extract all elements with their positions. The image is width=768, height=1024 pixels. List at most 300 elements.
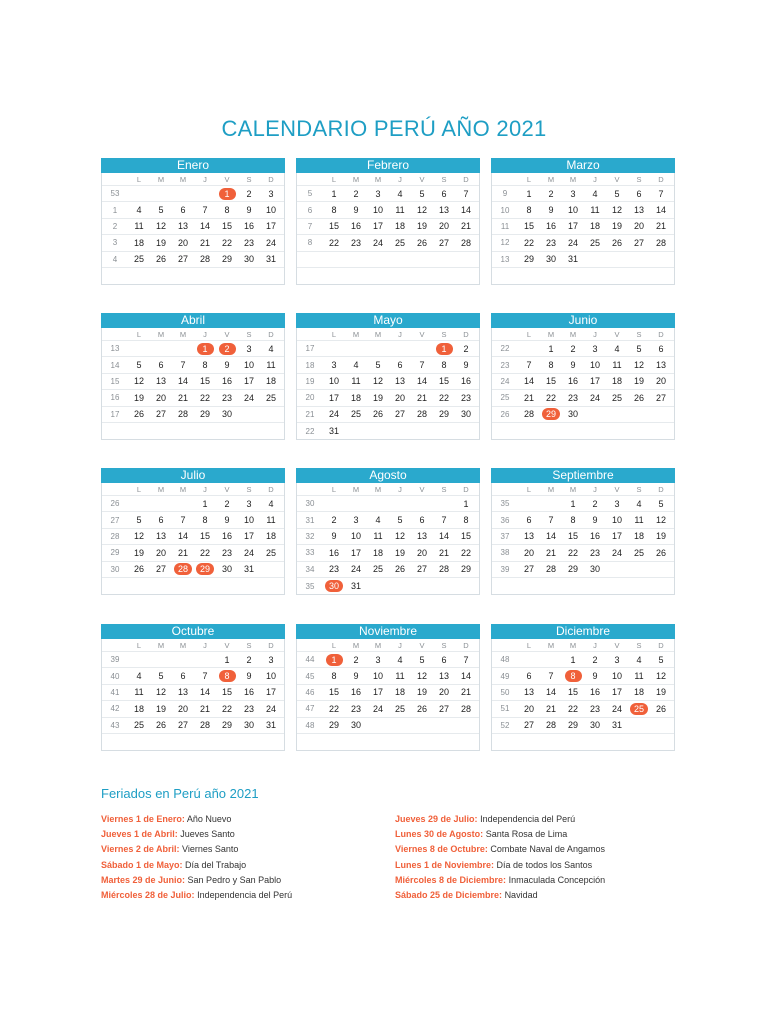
weekday-header: J <box>398 329 402 339</box>
day-cell: 25 <box>394 703 405 714</box>
day-cell: 26 <box>133 409 144 420</box>
holiday-item <box>101 827 292 842</box>
weekday-header: S <box>636 329 642 339</box>
weekday-header: D <box>268 484 274 494</box>
week-number: 11 <box>500 221 510 231</box>
weekday-header: M <box>547 329 555 339</box>
day-cell: 6 <box>180 205 186 216</box>
week-number: 48 <box>500 655 510 665</box>
month-marzo <box>491 158 675 285</box>
holiday-day-number: 1 <box>436 343 453 355</box>
holidays-list-left <box>101 812 292 903</box>
day-cell: 12 <box>155 221 166 232</box>
day-cell: 3 <box>353 515 359 526</box>
day-cell: 6 <box>658 343 664 354</box>
holiday-item <box>395 827 605 842</box>
day-cell: 20 <box>523 547 534 558</box>
day-cell: 17 <box>589 376 600 387</box>
weekday-header: J <box>398 174 402 184</box>
day-cell: 29 <box>438 409 449 420</box>
week-row <box>492 341 674 357</box>
week-row <box>297 529 479 545</box>
holiday-name: Independencia del Perú <box>480 814 576 824</box>
day-cell: 20 <box>655 376 666 387</box>
week-row <box>297 512 479 528</box>
holiday-date: Sábado 1 de Mayo: <box>101 859 183 870</box>
weekday-header: V <box>614 484 620 494</box>
day-cell: 19 <box>611 221 622 232</box>
day-cell: 26 <box>416 237 427 248</box>
week-number: 24 <box>500 376 510 386</box>
day-cell: 15 <box>328 221 339 232</box>
day-cell: 11 <box>634 515 644 526</box>
holiday-day <box>562 670 584 682</box>
day-cell: 30 <box>589 720 600 731</box>
day-cell: 13 <box>438 671 449 682</box>
day-cell: 31 <box>243 564 254 575</box>
week-row <box>492 562 674 578</box>
weekday-header: M <box>352 640 360 650</box>
day-cell: 24 <box>589 392 600 403</box>
day-cell: 9 <box>463 360 469 371</box>
day-cell: 2 <box>246 188 252 199</box>
holiday-name: Combate Naval de Angamos <box>490 844 605 855</box>
day-cell: 23 <box>545 237 556 248</box>
week-number: 38 <box>500 548 510 558</box>
day-cell: 1 <box>526 188 532 199</box>
week-number: 48 <box>305 720 315 730</box>
day-cell: 5 <box>158 671 164 682</box>
day-cell: 8 <box>526 205 532 216</box>
day-cell: 26 <box>133 564 144 575</box>
month-name: Noviembre <box>296 624 480 639</box>
week-row <box>102 407 284 423</box>
week-row <box>297 545 479 561</box>
day-cell: 14 <box>545 531 556 542</box>
month-name: Diciembre <box>491 624 675 639</box>
day-cell: 7 <box>419 360 425 371</box>
holiday-day <box>216 343 238 355</box>
day-cell: 2 <box>353 654 359 665</box>
day-cell: 19 <box>416 221 427 232</box>
weekday-header-row <box>297 639 479 652</box>
day-cell: 23 <box>243 237 254 248</box>
day-cell: 18 <box>350 392 361 403</box>
day-cell: 17 <box>372 221 383 232</box>
day-cell: 3 <box>375 654 381 665</box>
day-cell: 11 <box>395 671 405 682</box>
day-cell: 2 <box>570 343 576 354</box>
day-cell: 19 <box>372 392 383 403</box>
weekday-header: M <box>352 329 360 339</box>
holiday-day-number: 28 <box>174 563 192 575</box>
day-cell: 24 <box>265 237 276 248</box>
month-junio <box>491 313 675 440</box>
day-cell: 4 <box>268 343 274 354</box>
day-cell: 22 <box>460 547 471 558</box>
day-cell: 13 <box>177 687 188 698</box>
day-cell: 2 <box>592 654 598 665</box>
day-cell: 20 <box>438 221 449 232</box>
weekday-header: S <box>246 174 252 184</box>
weekday-header: L <box>136 640 142 650</box>
weekday-header: M <box>157 484 165 494</box>
week-row <box>102 496 284 512</box>
weekday-header: M <box>374 484 382 494</box>
week-number: 45 <box>305 671 315 681</box>
week-row <box>102 685 284 701</box>
day-cell: 4 <box>636 498 642 509</box>
day-cell: 9 <box>548 205 554 216</box>
holiday-name: Viernes Santo <box>182 844 239 855</box>
day-cell: 1 <box>570 498 576 509</box>
holiday-day <box>323 580 345 592</box>
week-number: 5 <box>307 189 313 199</box>
holiday-name: Día de todos los Santos <box>496 859 593 870</box>
day-cell: 13 <box>416 531 427 542</box>
holiday-name: Navidad <box>504 890 538 901</box>
week-row <box>492 252 674 268</box>
holiday-date: Jueves 1 de Abril: <box>101 829 178 840</box>
day-cell: 5 <box>419 654 425 665</box>
day-cell: 27 <box>177 254 188 265</box>
month-enero <box>101 158 285 285</box>
day-cell: 17 <box>611 687 622 698</box>
weekday-header: M <box>547 484 555 494</box>
day-cell: 4 <box>614 343 620 354</box>
day-cell: 10 <box>589 360 600 371</box>
week-row <box>102 545 284 561</box>
day-cell: 16 <box>589 687 600 698</box>
day-cell: 16 <box>221 531 232 542</box>
day-cell: 18 <box>133 703 144 714</box>
day-cell: 7 <box>463 654 469 665</box>
week-number: 15 <box>110 376 120 386</box>
day-cell: 22 <box>523 237 534 248</box>
week-row <box>492 202 674 218</box>
week-number: 20 <box>305 393 315 403</box>
day-cell: 15 <box>199 531 210 542</box>
weekday-header: M <box>547 640 555 650</box>
day-cell: 8 <box>441 360 447 371</box>
week-number: 8 <box>307 238 313 248</box>
week-row <box>492 668 674 684</box>
week-row <box>102 202 284 218</box>
day-cell: 9 <box>246 671 252 682</box>
day-cell: 14 <box>199 687 210 698</box>
week-row <box>297 652 479 668</box>
day-cell: 21 <box>655 221 666 232</box>
day-cell: 10 <box>611 671 622 682</box>
weekday-header: V <box>419 174 425 184</box>
holiday-day <box>216 188 238 200</box>
week-row <box>297 718 479 734</box>
day-cell: 30 <box>567 409 578 420</box>
week-row <box>102 668 284 684</box>
day-cell: 17 <box>611 531 622 542</box>
week-row <box>297 252 479 268</box>
month-name: Enero <box>101 158 285 173</box>
day-cell: 12 <box>633 360 644 371</box>
day-cell: 14 <box>460 671 471 682</box>
day-cell: 25 <box>133 720 144 731</box>
day-cell: 16 <box>545 221 556 232</box>
day-cell: 18 <box>372 547 383 558</box>
day-cell: 28 <box>545 720 556 731</box>
weekday-header: S <box>441 484 447 494</box>
week-row <box>102 701 284 717</box>
day-cell: 4 <box>592 188 598 199</box>
week-number: 52 <box>500 720 510 730</box>
day-cell: 15 <box>328 687 339 698</box>
day-cell: 21 <box>199 703 210 714</box>
weekday-header: M <box>374 329 382 339</box>
day-cell: 10 <box>350 531 361 542</box>
month-name: Mayo <box>296 313 480 328</box>
holiday-day-number: 25 <box>630 703 648 715</box>
day-cell: 12 <box>372 376 383 387</box>
week-number: 40 <box>110 671 120 681</box>
day-cell: 12 <box>655 515 666 526</box>
day-cell: 15 <box>438 376 449 387</box>
day-cell: 6 <box>158 515 164 526</box>
holiday-item <box>395 858 605 873</box>
holiday-day-number: 1 <box>197 343 214 355</box>
day-cell: 26 <box>633 392 644 403</box>
page-title: CALENDARIO PERÚ AÑO 2021 <box>221 116 547 141</box>
week-row <box>102 341 284 357</box>
day-cell: 10 <box>243 360 254 371</box>
weekday-header: V <box>224 640 230 650</box>
month-septiembre <box>491 468 675 595</box>
day-cell: 11 <box>590 205 600 216</box>
weekday-header: M <box>179 640 187 650</box>
weekday-header: J <box>593 329 597 339</box>
holiday-date: Jueves 29 de Julio: <box>395 814 478 824</box>
day-cell: 28 <box>460 703 471 714</box>
day-cell: 23 <box>567 392 578 403</box>
week-row <box>102 734 284 750</box>
day-cell: 19 <box>133 547 144 558</box>
week-row <box>102 529 284 545</box>
weekday-header-row <box>297 173 479 186</box>
day-cell: 18 <box>133 237 144 248</box>
day-cell: 30 <box>221 564 232 575</box>
holiday-day <box>194 563 216 575</box>
week-row <box>297 186 479 202</box>
day-cell: 7 <box>658 188 664 199</box>
day-cell: 9 <box>224 515 230 526</box>
day-cell: 1 <box>224 654 230 665</box>
weekday-header: J <box>593 640 597 650</box>
month-name: Septiembre <box>491 468 675 483</box>
day-cell: 30 <box>545 254 556 265</box>
day-cell: 27 <box>155 564 166 575</box>
day-cell: 8 <box>202 515 208 526</box>
day-cell: 18 <box>265 531 276 542</box>
day-cell: 7 <box>180 515 186 526</box>
week-row <box>297 496 479 512</box>
day-cell: 9 <box>592 671 598 682</box>
day-cell: 16 <box>328 547 339 558</box>
day-cell: 15 <box>221 221 232 232</box>
week-row <box>297 562 479 578</box>
day-cell: 30 <box>243 254 254 265</box>
weekday-header-row <box>102 639 284 652</box>
day-cell: 24 <box>611 703 622 714</box>
week-number: 3 <box>112 238 118 248</box>
day-cell: 28 <box>199 254 210 265</box>
day-cell: 23 <box>350 703 361 714</box>
day-cell: 1 <box>463 498 469 509</box>
weekday-header: D <box>658 329 664 339</box>
day-cell: 6 <box>397 360 403 371</box>
day-cell: 15 <box>567 531 578 542</box>
day-cell: 17 <box>350 547 361 558</box>
week-number: 16 <box>110 393 120 403</box>
day-cell: 7 <box>180 360 186 371</box>
weekday-header: L <box>331 484 337 494</box>
week-number: 30 <box>110 564 120 574</box>
day-cell: 6 <box>441 654 447 665</box>
day-cell: 4 <box>136 205 142 216</box>
week-row <box>297 357 479 373</box>
day-cell: 29 <box>328 720 339 731</box>
day-cell: 28 <box>460 237 471 248</box>
weekday-header: V <box>614 640 620 650</box>
day-cell: 13 <box>177 221 188 232</box>
week-number: 13 <box>500 254 510 264</box>
holiday-item <box>101 873 292 888</box>
holiday-day-number: 1 <box>219 188 236 200</box>
day-cell: 11 <box>612 360 622 371</box>
weekday-header: M <box>569 174 577 184</box>
holiday-day <box>194 343 216 355</box>
day-cell: 3 <box>331 360 337 371</box>
day-cell: 9 <box>592 515 598 526</box>
weekday-header: D <box>658 640 664 650</box>
weekday-header: J <box>593 174 597 184</box>
holiday-day-number: 1 <box>326 654 343 666</box>
holidays-list-right <box>395 812 605 903</box>
day-cell: 17 <box>243 376 254 387</box>
weekday-header: M <box>374 174 382 184</box>
day-cell: 12 <box>416 205 427 216</box>
week-row <box>492 718 674 734</box>
week-number: 2 <box>112 221 118 231</box>
day-cell: 7 <box>202 671 208 682</box>
day-cell: 23 <box>350 237 361 248</box>
day-cell: 9 <box>331 531 337 542</box>
day-cell: 4 <box>397 188 403 199</box>
weekday-header: M <box>157 329 165 339</box>
holiday-date: Viernes 2 de Abril: <box>101 844 180 855</box>
day-cell: 28 <box>438 564 449 575</box>
week-number: 17 <box>305 344 315 354</box>
week-number: 33 <box>305 548 315 558</box>
day-cell: 18 <box>611 376 622 387</box>
day-cell: 23 <box>221 392 232 403</box>
weekday-header: J <box>593 484 597 494</box>
day-cell: 16 <box>350 221 361 232</box>
day-cell: 17 <box>328 392 339 403</box>
week-row <box>102 357 284 373</box>
week-row <box>102 562 284 578</box>
week-row <box>492 529 674 545</box>
weekday-header: J <box>398 484 402 494</box>
week-row <box>102 235 284 251</box>
day-cell: 24 <box>567 237 578 248</box>
holiday-day <box>628 703 650 715</box>
day-cell: 17 <box>567 221 578 232</box>
day-cell: 19 <box>416 687 427 698</box>
day-cell: 31 <box>265 254 276 265</box>
day-cell: 1 <box>331 188 337 199</box>
holiday-day <box>172 563 194 575</box>
week-number: 26 <box>110 499 120 509</box>
day-cell: 22 <box>221 703 232 714</box>
weekday-header: V <box>224 484 230 494</box>
day-cell: 12 <box>394 531 405 542</box>
day-cell: 16 <box>243 221 254 232</box>
day-cell: 15 <box>567 687 578 698</box>
day-cell: 13 <box>155 376 166 387</box>
week-row <box>297 734 479 750</box>
day-cell: 9 <box>353 205 359 216</box>
weekday-header-row <box>102 328 284 341</box>
week-number: 4 <box>112 254 118 264</box>
weekday-header: J <box>203 174 207 184</box>
weekday-header: M <box>569 640 577 650</box>
day-cell: 4 <box>397 654 403 665</box>
week-number: 30 <box>305 499 315 509</box>
weekday-header: D <box>658 174 664 184</box>
week-number: 35 <box>500 499 510 509</box>
day-cell: 1 <box>548 343 554 354</box>
weekday-header-row <box>297 328 479 341</box>
week-row <box>297 235 479 251</box>
day-cell: 23 <box>221 547 232 558</box>
day-cell: 22 <box>328 237 339 248</box>
day-cell: 5 <box>158 205 164 216</box>
day-cell: 13 <box>523 531 534 542</box>
week-number: 32 <box>305 531 315 541</box>
day-cell: 22 <box>199 547 210 558</box>
weekday-header: D <box>268 640 274 650</box>
week-number: 1 <box>112 205 118 215</box>
day-cell: 21 <box>545 547 556 558</box>
day-cell: 29 <box>523 254 534 265</box>
day-cell: 3 <box>246 343 252 354</box>
day-cell: 24 <box>372 237 383 248</box>
week-number: 7 <box>307 221 313 231</box>
holidays-title: Feriados en Perú año 2021 <box>101 786 259 801</box>
day-cell: 7 <box>548 671 554 682</box>
day-cell: 25 <box>633 547 644 558</box>
day-cell: 3 <box>614 498 620 509</box>
holiday-day-number: 29 <box>542 408 560 420</box>
weekday-header: J <box>203 484 207 494</box>
week-row <box>492 268 674 284</box>
day-cell: 10 <box>265 205 276 216</box>
week-row <box>492 496 674 512</box>
day-cell: 19 <box>655 531 666 542</box>
day-cell: 19 <box>655 687 666 698</box>
week-row <box>492 390 674 406</box>
day-cell: 10 <box>265 671 276 682</box>
day-cell: 18 <box>633 687 644 698</box>
week-number: 23 <box>500 360 510 370</box>
